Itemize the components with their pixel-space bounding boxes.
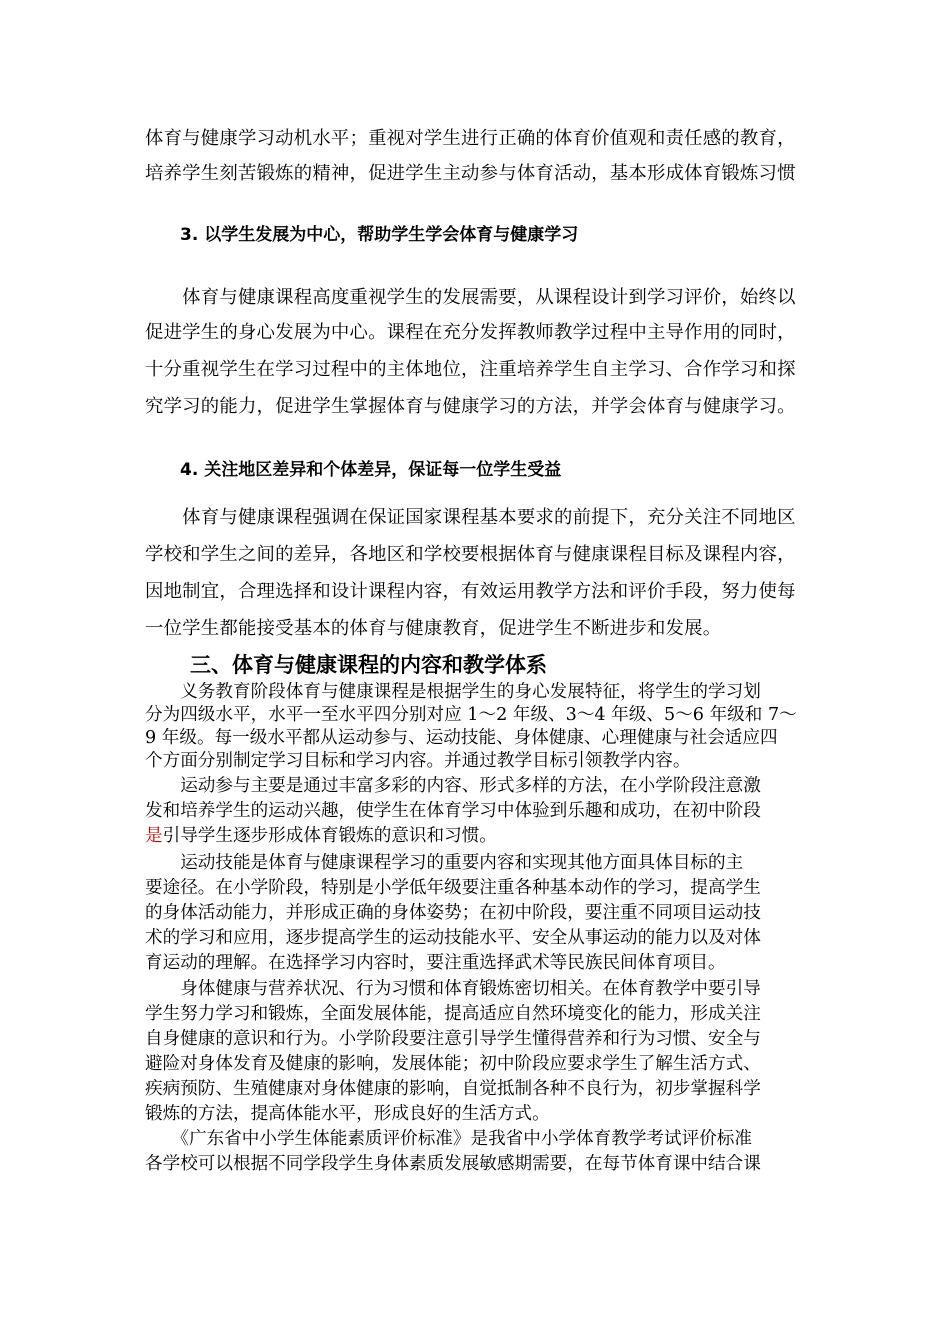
text-line: 培养学生刻苦锻炼的精神，促进学生主动参与体育活动，基本形成体育锻炼习惯 xyxy=(145,163,796,184)
text-line: 育运动的理解。在选择学习内容时，要注重选择武术等民族民间体育项目。 xyxy=(145,953,726,973)
text-line: 9 年级。每一级水平都从运动参与、运动技能、身体健康、心理健康与社会适应四 xyxy=(145,728,778,748)
text-line: 《广东省中小学生体能素质评价标准》是我省中小学体育教学考试评价标准 xyxy=(145,1129,752,1149)
text-line: 体育与健康课程高度重视学生的发展需要，从课程设计到学习评价，始终以 xyxy=(145,287,796,308)
text-line: 运动技能是体育与健康课程学习的重要内容和实现其他方面具体目标的主 xyxy=(145,853,744,873)
text-line: 身体健康与营养状况、行为习惯和体育锻炼密切相关。在体育教学中要引导 xyxy=(145,979,761,999)
text-span: 引导学生逐步形成体育锻炼的意识和习惯。 xyxy=(162,826,497,846)
text-line: 运动参与主要是通过丰富多彩的内容、形式多样的方法，在小学阶段注意激 xyxy=(145,776,761,796)
text-line: 体育与健康课程强调在保证国家课程基本要求的前提下，充分关注不同地区 xyxy=(145,507,796,528)
text-line: 促进学生的身心发展为中心。课程在充分发挥教师教学过程中主导作用的同时， xyxy=(145,322,796,343)
text-line: 术的学习和应用，逐步提高学生的运动技能水平、安全从事运动的能力以及对体 xyxy=(145,928,761,948)
text-line: 发和培养学生的运动兴趣，使学生在体育学习中体验到乐趣和成功，在初中阶段 xyxy=(145,801,761,821)
text-line: 十分重视学生在学习过程中的主体地位，注重培养学生自主学习、合作学习和探 xyxy=(145,359,796,380)
highlighted-char: 是 xyxy=(145,826,163,846)
principle-3-heading: 3. 以学生发展为中心，帮助学生学会体育与健康学习 xyxy=(180,225,579,245)
text-line: 义务教育阶段体育与健康课程是根据学生的身心发展特征，将学生的学习划 xyxy=(145,682,761,702)
text-line: 体育与健康学习动机水平；重视对学生进行正确的体育价值观和责任感的教育， xyxy=(145,128,796,149)
text-line: 个方面分别制定学习目标和学习内容。并通过教学目标引领教学内容。 xyxy=(145,751,691,771)
text-line: 一位学生都能接受基本的体育与健康教育，促进学生不断进步和发展。 xyxy=(145,618,722,639)
text-line: 的身体活动能力，并形成正确的身体姿势；在初中阶段，要注重不同项目运动技 xyxy=(145,903,761,923)
text-line: 学生努力学习和锻炼，全面发展体能，提高适应自然环境变化的能力，形成关注 xyxy=(145,1004,761,1024)
text-line: 学校和学生之间的差异，各地区和学校要根据体育与健康课程目标及课程内容， xyxy=(145,544,796,565)
text-line xyxy=(145,825,815,847)
text-line: 分为四级水平，水平一至水平四分别对应 1～2 年级、3～4 年级、5～6 年级和 7～ xyxy=(145,705,797,725)
text-line: 避险对身体发育及健康的影响，发展体能；初中阶段应要求学生了解生活方式、 xyxy=(145,1054,761,1074)
text-line: 要途径。在小学阶段，特别是小学低年级要注重各种基本动作的学习，提高学生 xyxy=(145,878,761,898)
text-line: 自身健康的意识和行为。小学阶段要注意引导学生懂得营养和行为习惯、安全与 xyxy=(145,1029,761,1049)
text-line: 锻炼的方法，提高体能水平，形成良好的生活方式。 xyxy=(145,1104,550,1124)
text-line: 疾病预防、生殖健康对身体健康的影响，自觉抵制各种不良行为，初步掌握科学 xyxy=(145,1079,761,1099)
text-line: 究学习的能力，促进学生掌握体育与健康学习的方法，并学会体育与健康学习。 xyxy=(145,396,796,417)
text-line: 因地制宜，合理选择和设计课程内容，有效运用教学方法和评价手段，努力使每 xyxy=(145,581,796,602)
text-line: 各学校可以根据不同学段学生身体素质发展敏感期需要，在每节体育课中结合课 xyxy=(145,1154,761,1174)
section-3-heading: 三、体育与健康课程的内容和教学体系 xyxy=(190,653,547,677)
principle-4-heading: 4. 关注地区差异和个体差异，保证每一位学生受益 xyxy=(180,460,562,480)
